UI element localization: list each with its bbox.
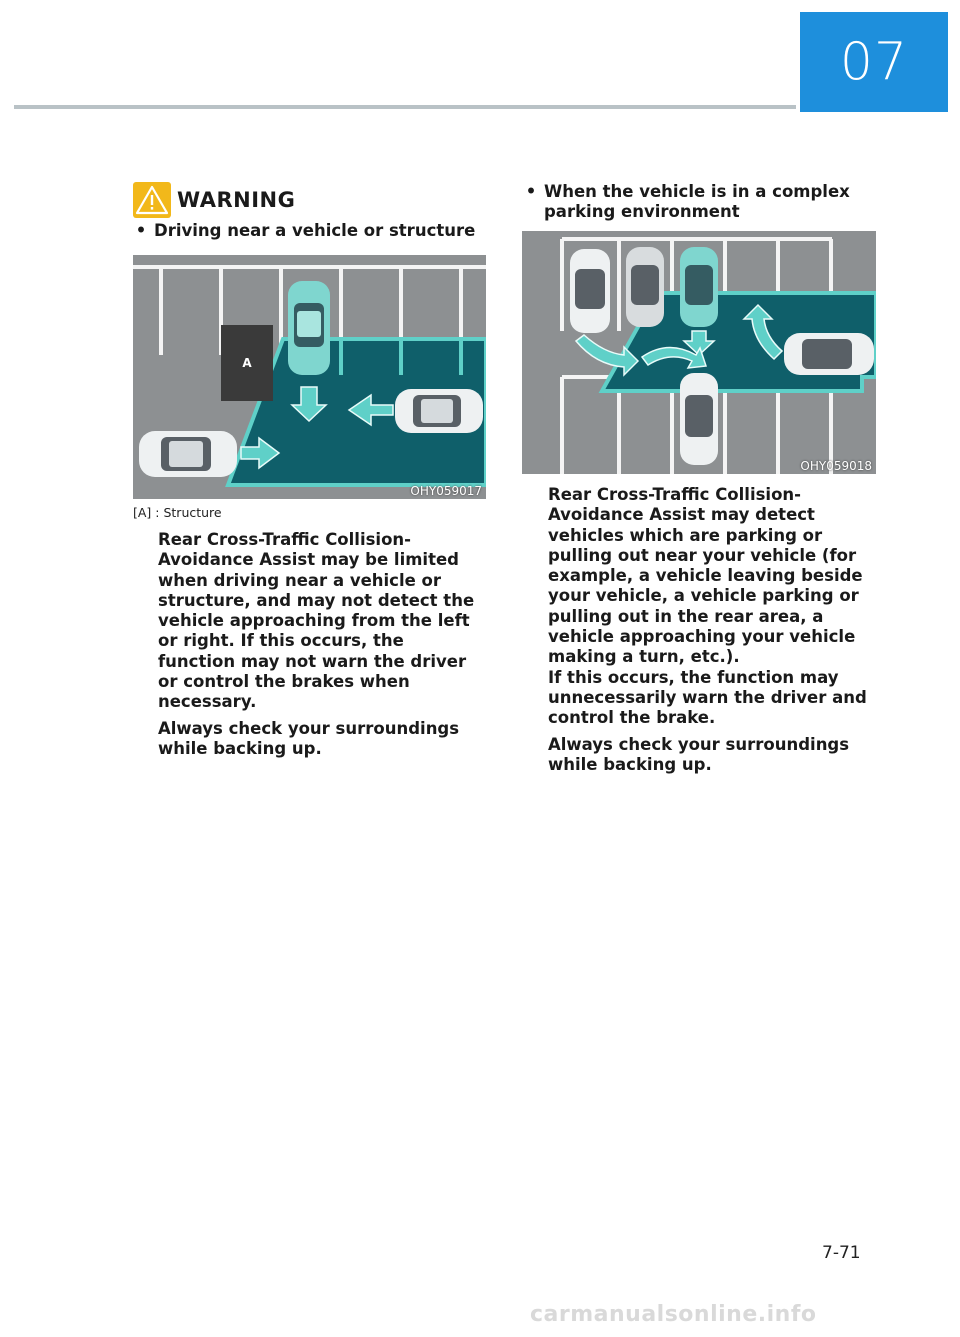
- parking-illustration-structure: [133, 255, 486, 499]
- figure-caption: [A] : Structure: [133, 505, 222, 520]
- header-rule: [14, 105, 796, 109]
- right-column: [522, 182, 876, 775]
- paragraph-2: If this occurs, the function may unnecessarily warn the driver and control the brake.: [548, 667, 867, 728]
- bullet-text: Driving near a vehicle or structure: [154, 221, 476, 240]
- paragraph-1: Rear Cross-Traffic Collision-Avoidance Assist may detect vehicles which are parking or pulling out near your vehicle (for example, a vehicle leaving beside your vehicle, a vehicle parking or pulling out in the rear area, a vehicle approaching your vehicle making a turn, etc.).: [548, 485, 863, 667]
- bullet-dot: •: [525, 182, 537, 201]
- parked-vehicle-1: [570, 249, 610, 333]
- bullet-item: [518, 182, 876, 222]
- warning-triangle-icon: [133, 182, 171, 218]
- approaching-vehicle-left: [139, 431, 237, 477]
- structure-label: A: [242, 356, 252, 370]
- paragraph-2: Always check your surroundings while backing up.: [158, 718, 460, 758]
- approaching-vehicle-right: [784, 333, 874, 375]
- left-column: [133, 180, 486, 759]
- figure-structure: [133, 255, 486, 499]
- figure-code: OHY059018: [800, 459, 872, 473]
- parked-vehicle-3: [680, 247, 718, 327]
- lower-vehicle: [680, 373, 718, 465]
- parking-illustration-complex: [522, 231, 876, 474]
- chapter-tab: 07: [800, 12, 948, 112]
- figure-code: OHY059017: [410, 484, 482, 498]
- paragraph-3: Always check your surroundings while backing up.: [548, 734, 850, 774]
- parked-vehicle-2: [626, 247, 664, 327]
- page-number: 7-71: [822, 1243, 861, 1263]
- figure-complex-parking: [522, 231, 876, 474]
- approaching-vehicle-right: [395, 389, 483, 433]
- warning-header: [133, 180, 486, 220]
- paragraph-1: Rear Cross-Traffic Collision-Avoidance Assist may be limited when driving near a vehicle or structure, and may not detect the vehicle approaching from the left or right. If this occurs, the function may not warn the driver or control the brakes when necessary.: [158, 530, 475, 712]
- subject-vehicle: [288, 281, 330, 375]
- watermark[interactable]: carmanualsonline.info: [530, 1302, 817, 1327]
- bullet-dot: •: [135, 221, 147, 240]
- bullet-text: When the vehicle is in a complex parking environment: [544, 182, 850, 221]
- warning-title: WARNING: [177, 188, 296, 212]
- bullet-item: [128, 221, 486, 241]
